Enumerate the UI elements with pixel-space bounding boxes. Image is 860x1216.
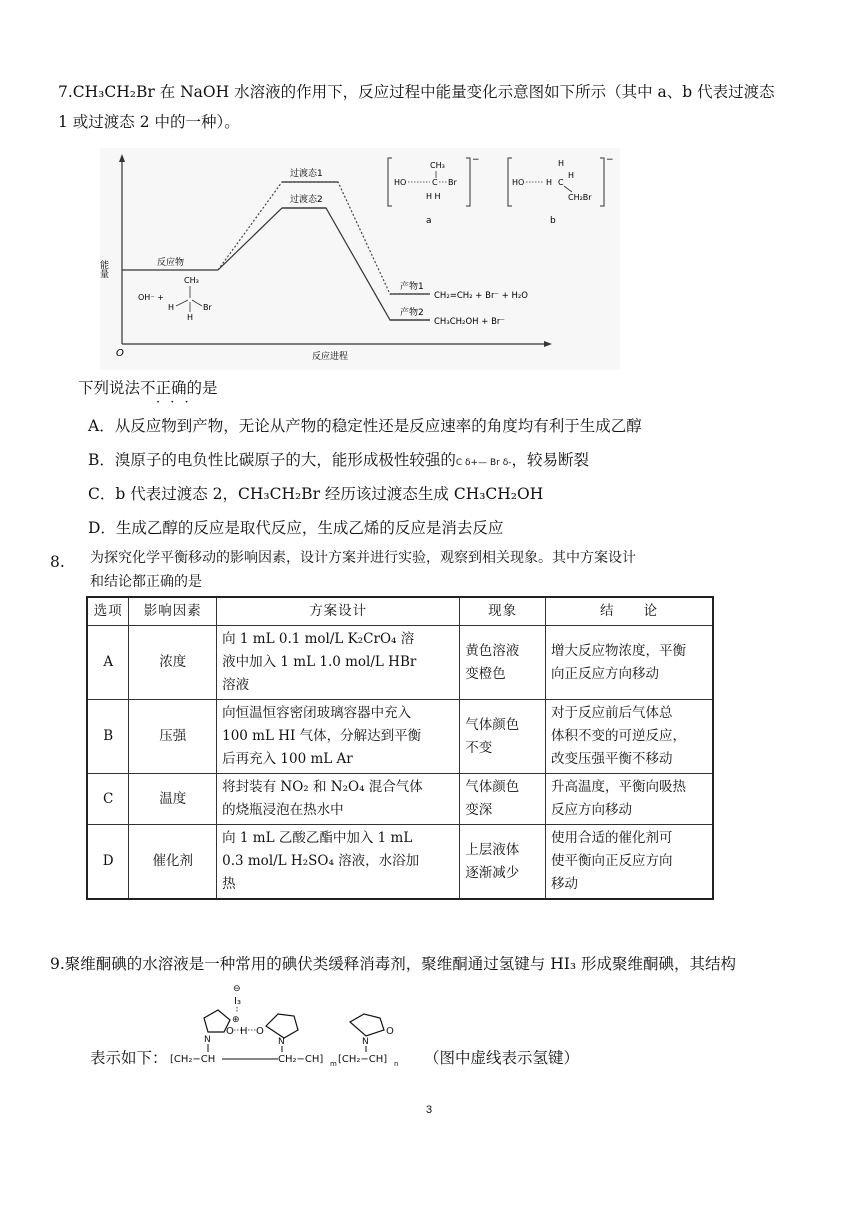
table-row: D 催化剂 向 1 mL 乙酸乙酯中加入 1 mL 0.3 mol/L H₂SO₄ 溶液，水浴加 热 上层液体 逐渐减少 使用合适的催化剂可 使平衡向正反应方向 移动 [87, 825, 713, 900]
reactant-label: 反应物 [157, 258, 185, 268]
svg-text:C: C [432, 178, 438, 187]
y-axis-label: 能量 [98, 260, 108, 278]
svg-text:[CH₂−CH]: [CH₂−CH] [338, 1054, 388, 1065]
product1-formula: CH₂=CH₂ + Br⁻ + H₂O [434, 291, 528, 301]
header-phenomenon: 现象 [460, 597, 546, 626]
svg-text:N: N [362, 1037, 369, 1047]
q8-number: 8. [50, 553, 65, 571]
q8-text-line1: 为探究化学平衡移动的影响因素，设计方案并进行实验，观察到相关现象。其中方案设计 [90, 550, 636, 566]
header-conclusion: 结 论 [545, 597, 713, 626]
table-row: C 温度 将封装有 NO₂ 和 N₂O₄ 混合气体 的烧瓶浸泡在热水中 气体颜色 变深 升高温度，平衡向吸热 反应方向移动 [87, 774, 713, 825]
svg-text:−: − [606, 155, 614, 165]
svg-text:HO: HO [394, 178, 407, 187]
origin-label: O [116, 348, 124, 359]
svg-text:N: N [204, 1035, 211, 1045]
svg-text:O: O [386, 1026, 394, 1037]
svg-text:−: − [472, 155, 480, 165]
energy-diagram [100, 148, 620, 370]
svg-text:H: H [568, 171, 575, 180]
svg-text:H: H [240, 1026, 248, 1037]
q8-text-line2: 和结论都正确的是 [90, 574, 202, 590]
header-design: 方案设计 [217, 597, 460, 626]
page-number: 3 [426, 1104, 433, 1116]
structure-b-label: b [550, 216, 556, 226]
header-factor: 影响因素 [129, 597, 217, 626]
svg-text:H: H [546, 178, 553, 187]
svg-text:N: N [278, 1037, 285, 1047]
q8-table [86, 596, 714, 900]
svg-text:I₃: I₃ [234, 996, 241, 1007]
table-header-row [87, 597, 713, 626]
product1-label: 产物1 [400, 282, 424, 292]
svg-text:m: m [330, 1060, 337, 1068]
structure-a-label: a [426, 216, 432, 226]
svg-text:Br: Br [203, 303, 212, 312]
svg-text:⊖: ⊖ [233, 984, 241, 994]
q7-option-d: D．生成乙醇的反应是取代反应，生成乙烯的反应是消去反应 [88, 519, 504, 537]
q7-option-c: C．b 代表过渡态 2，CH₃CH₂Br 经历该过渡态生成 CH₃CH₂OH [88, 485, 544, 503]
q9-note: （图中虚线表示氢键） [424, 1049, 580, 1067]
svg-text:CH₃: CH₃ [430, 161, 445, 170]
q7-option-b: B．溴原子的电负性比碳原子的大，能形成极性较强的C δ+— Br δ-，较易断裂 [88, 451, 589, 469]
header-option: 选项 [87, 597, 129, 626]
svg-text:n: n [394, 1060, 399, 1068]
povidone-iodine-structure [170, 982, 420, 1066]
cbr-bond: C δ+— Br δ- [455, 458, 512, 468]
svg-text:H H: H H [426, 192, 441, 201]
ts2-label: 过渡态2 [290, 195, 323, 205]
svg-text:CH₃: CH₃ [184, 276, 199, 285]
q7-text-line2: 1 或过渡态 2 中的一种）。 [58, 113, 240, 131]
table-row: A 浓度 向 1 mL 0.1 mol/L K₂CrO₄ 溶 液中加入 1 mL 1.0 mol/L HBr 溶液 黄色溶液 变橙色 增大反应物浓度，平衡 向正反应方向移动 [87, 626, 713, 700]
svg-text:HO: HO [512, 178, 525, 187]
svg-text:H: H [168, 303, 175, 312]
svg-text:C: C [558, 178, 564, 187]
reactant-oh: OH⁻ + [138, 293, 164, 302]
q7-option-a: A．从反应物到产物，无论从产物的稳定性还是反应速率的角度均有利于生成乙醇 [88, 417, 642, 435]
q7-text-line1: 7.CH₃CH₂Br 在 NaOH 水溶液的作用下，反应过程中能量变化示意图如下所示（其中 a、b 代表过渡态 [58, 83, 775, 101]
emphasis-dots: · · · [156, 395, 192, 410]
product2-label: 产物2 [400, 308, 424, 318]
table-row: B 压强 向恒温恒容密闭玻璃容器中充入 100 mL HI 气体，分解达到平衡 后再充入 100 mL Ar 气体颜色 不变 对于反应前后气体总 体积不变的可逆反应， 改变压强平衡不移动 [87, 700, 713, 774]
svg-text:O: O [256, 1026, 264, 1037]
svg-text:Br: Br [448, 178, 457, 187]
q9-text-line1: 9.聚维酮碘的水溶液是一种常用的碘伏类缓释消毒剂，聚维酮通过氢键与 HI₃ 形成聚维酮碘，其结构 [50, 955, 736, 973]
svg-text:CH₂−CH]: CH₂−CH] [278, 1054, 324, 1065]
svg-text:[CH₂−CH: [CH₂−CH [170, 1054, 216, 1065]
q9-lead-text: 表示如下： [90, 1049, 168, 1067]
ts1-label: 过渡态1 [290, 169, 323, 179]
svg-text:O: O [226, 1026, 234, 1037]
svg-text:CH₂Br: CH₂Br [568, 193, 592, 202]
svg-text:H: H [558, 159, 565, 168]
x-axis-label: 反应进程 [312, 352, 349, 362]
svg-text:H: H [187, 313, 194, 322]
q7-stem: 下列说法不正确的是 · · · [78, 376, 218, 400]
product2-formula: CH₃CH₂OH + Br⁻ [434, 317, 505, 327]
svg-text:⊕: ⊕ [232, 1015, 240, 1025]
